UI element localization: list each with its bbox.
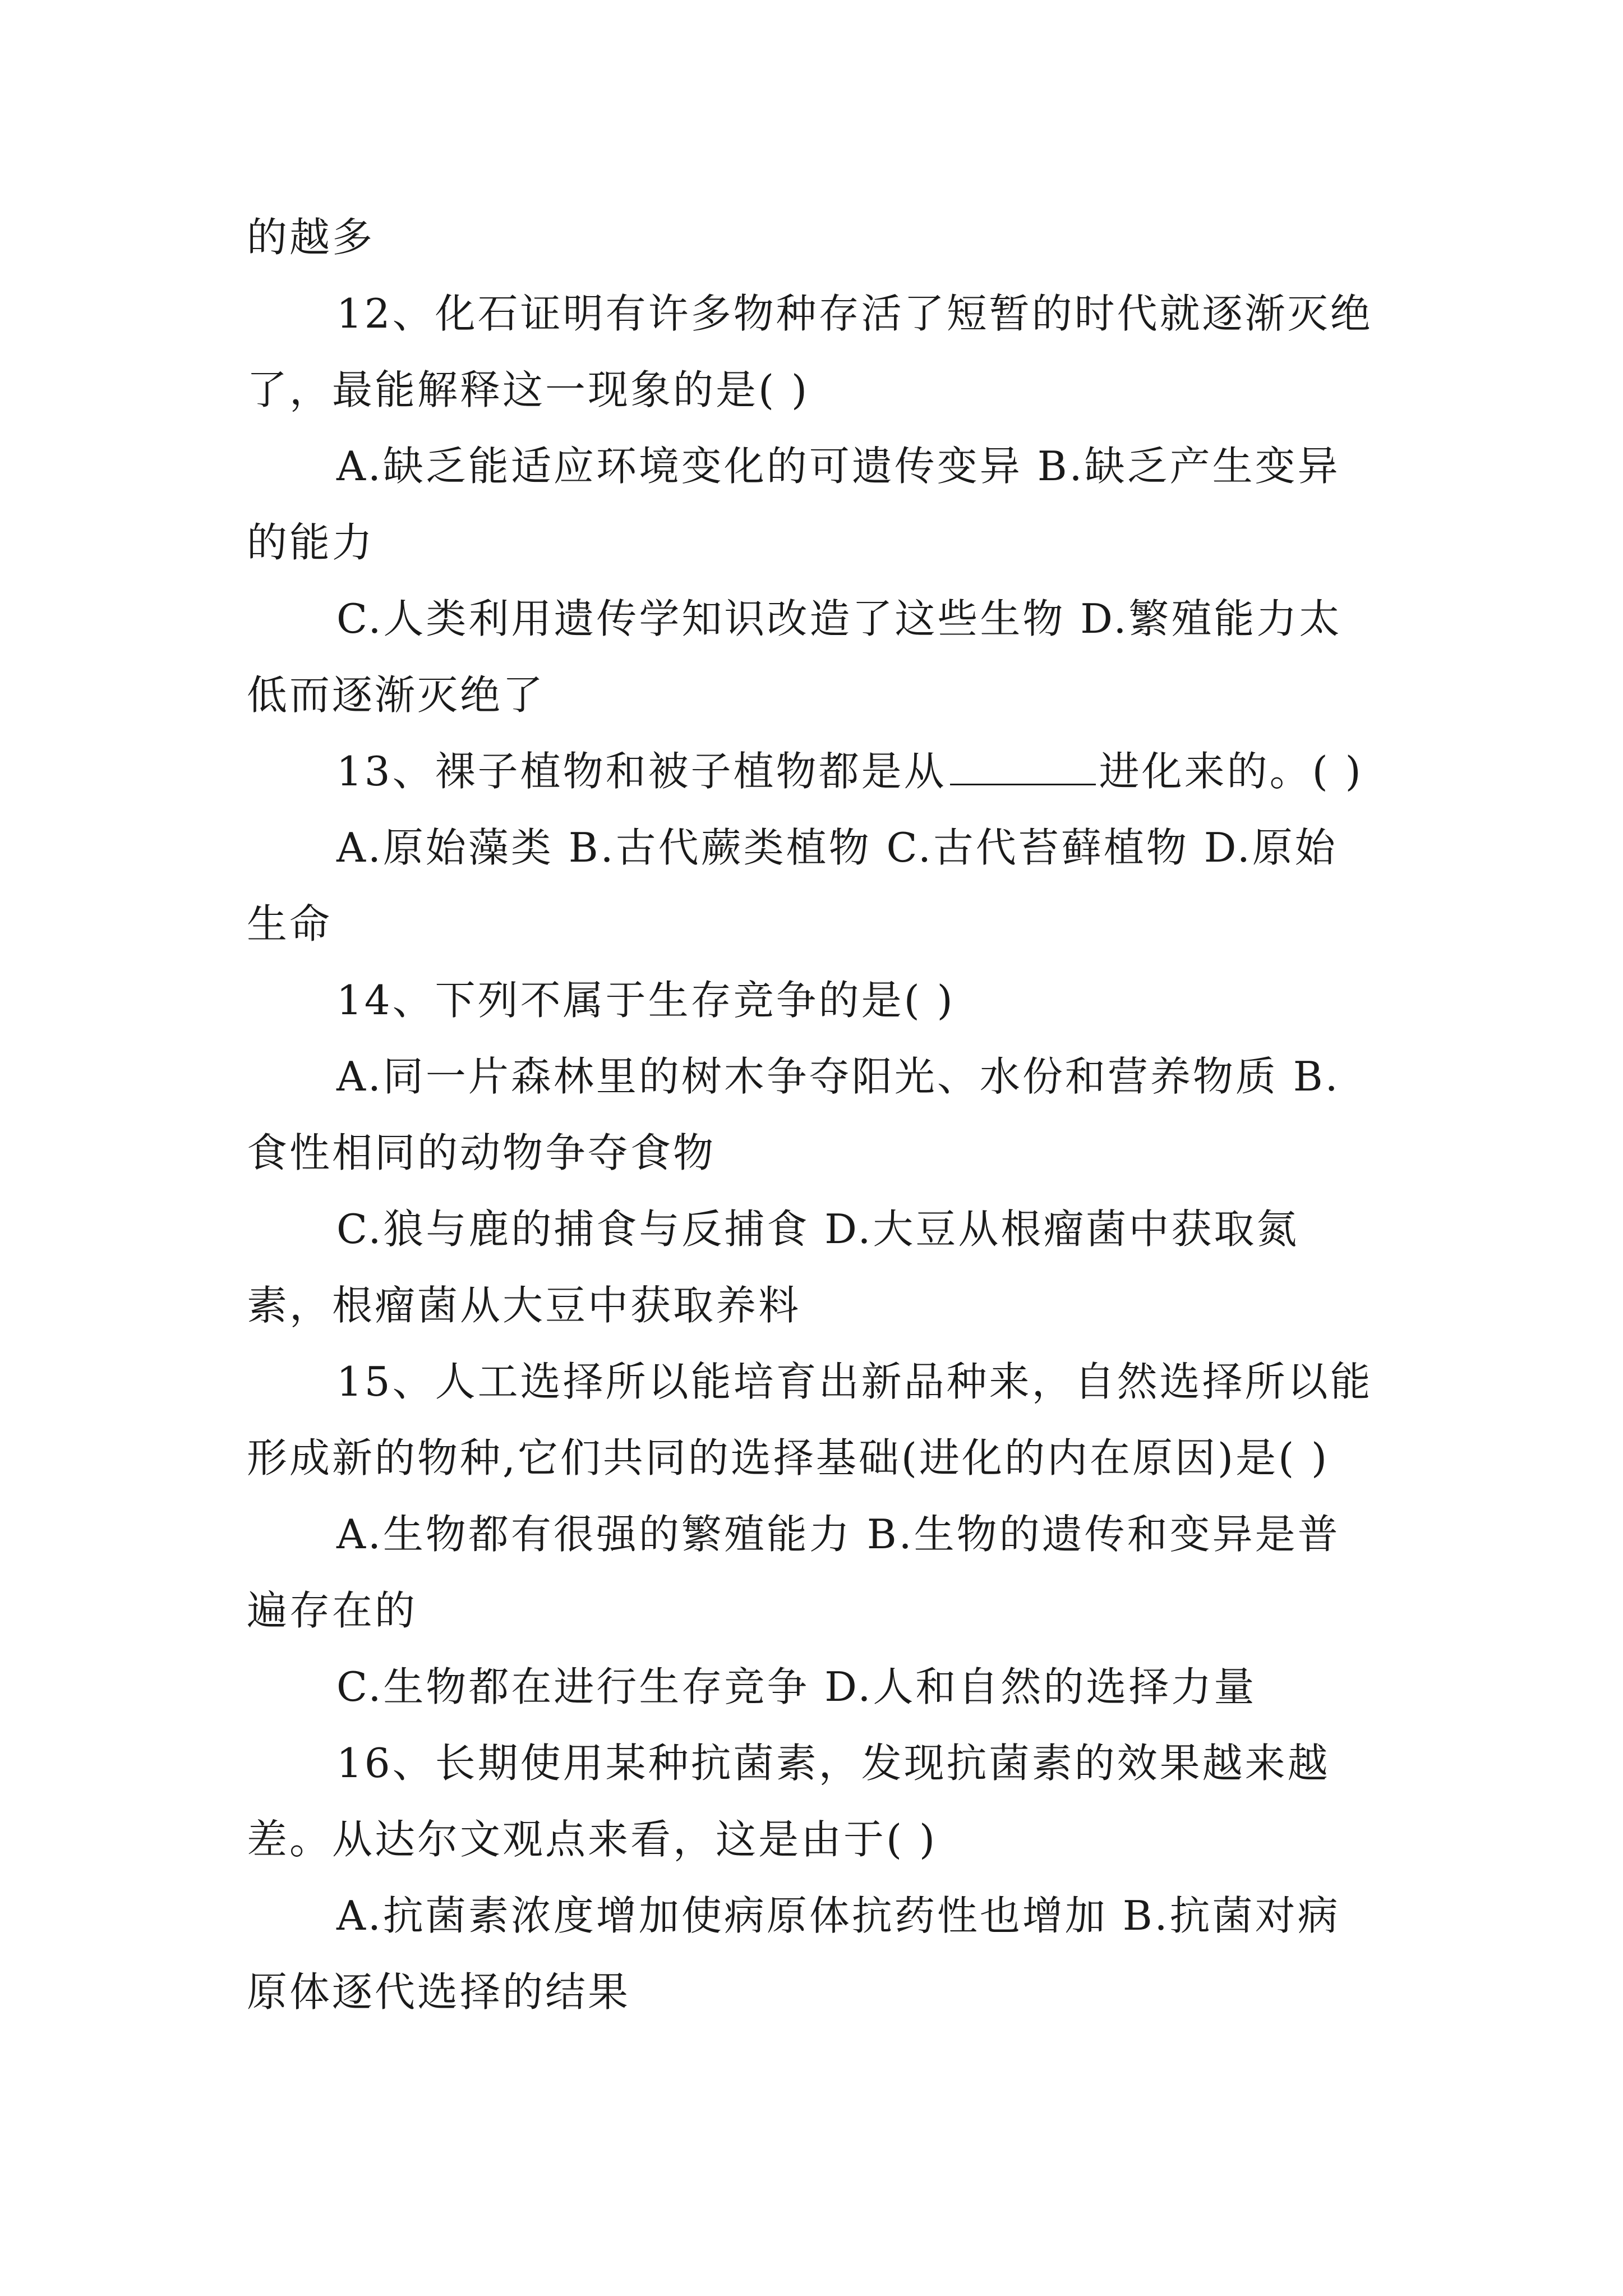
question-13-options: A.原始藻类 B.古代蕨类植物 C.古代苔藓植物 D.原始生命 xyxy=(247,824,1338,947)
question-16: 16、长期使用某种抗菌素，发现抗菌素的效果越来越差。从达尔文观点来看，这是由于( ) xyxy=(247,1740,1330,1863)
question-13-text-before: 13、裸子植物和被子植物都是从 xyxy=(336,748,947,795)
question-15-options-cd: C.生物都在进行生存竞争 D.人和自然的选择力量 xyxy=(336,1663,1257,1710)
question-12-options-cd: C.人类利用遗传学知识改造了这些生物 D.繁殖能力太低而逐渐灭绝了 xyxy=(247,595,1342,719)
question-16-options-ab: A.抗菌素浓度增加使病原体抗药性也增加 B.抗菌对病原体逐代选择的结果 xyxy=(247,1892,1340,2016)
document-body xyxy=(247,199,1380,2030)
question-13-text-after: 进化来的。( ) xyxy=(1099,748,1363,795)
question-13 xyxy=(247,733,1380,809)
question-15: 15、人工选择所以能培育出新品种来，自然选择所以能形成新的物种,它们共同的选择基础(进化的内在原因)是( ) xyxy=(247,1358,1373,1481)
fill-in-blank xyxy=(950,750,1096,785)
question-14: 14、下列不属于生存竞争的是( ) xyxy=(336,977,955,1024)
question-15-options-ab: A.生物都有很强的繁殖能力 B.生物的遗传和变异是普遍存在的 xyxy=(247,1511,1340,1634)
question-14-options-ab: A.同一片森林里的树木争夺阳光、水份和营养物质 B.食性相同的动物争夺食物 xyxy=(247,1053,1340,1176)
paragraph-continuation: 的越多 xyxy=(247,214,375,261)
question-12-options-ab: A.缺乏能适应环境变化的可遗传变异 B.缺乏产生变异的能力 xyxy=(247,443,1340,566)
question-14-options-cd: C.狼与鹿的捕食与反捕食 D.大豆从根瘤菌中获取氮素，根瘤菌从大豆中获取养料 xyxy=(247,1205,1299,1329)
question-12: 12、化石证明有许多物种存活了短暂的时代就逐渐灭绝了，最能解释这一现象的是( ) xyxy=(247,290,1373,413)
